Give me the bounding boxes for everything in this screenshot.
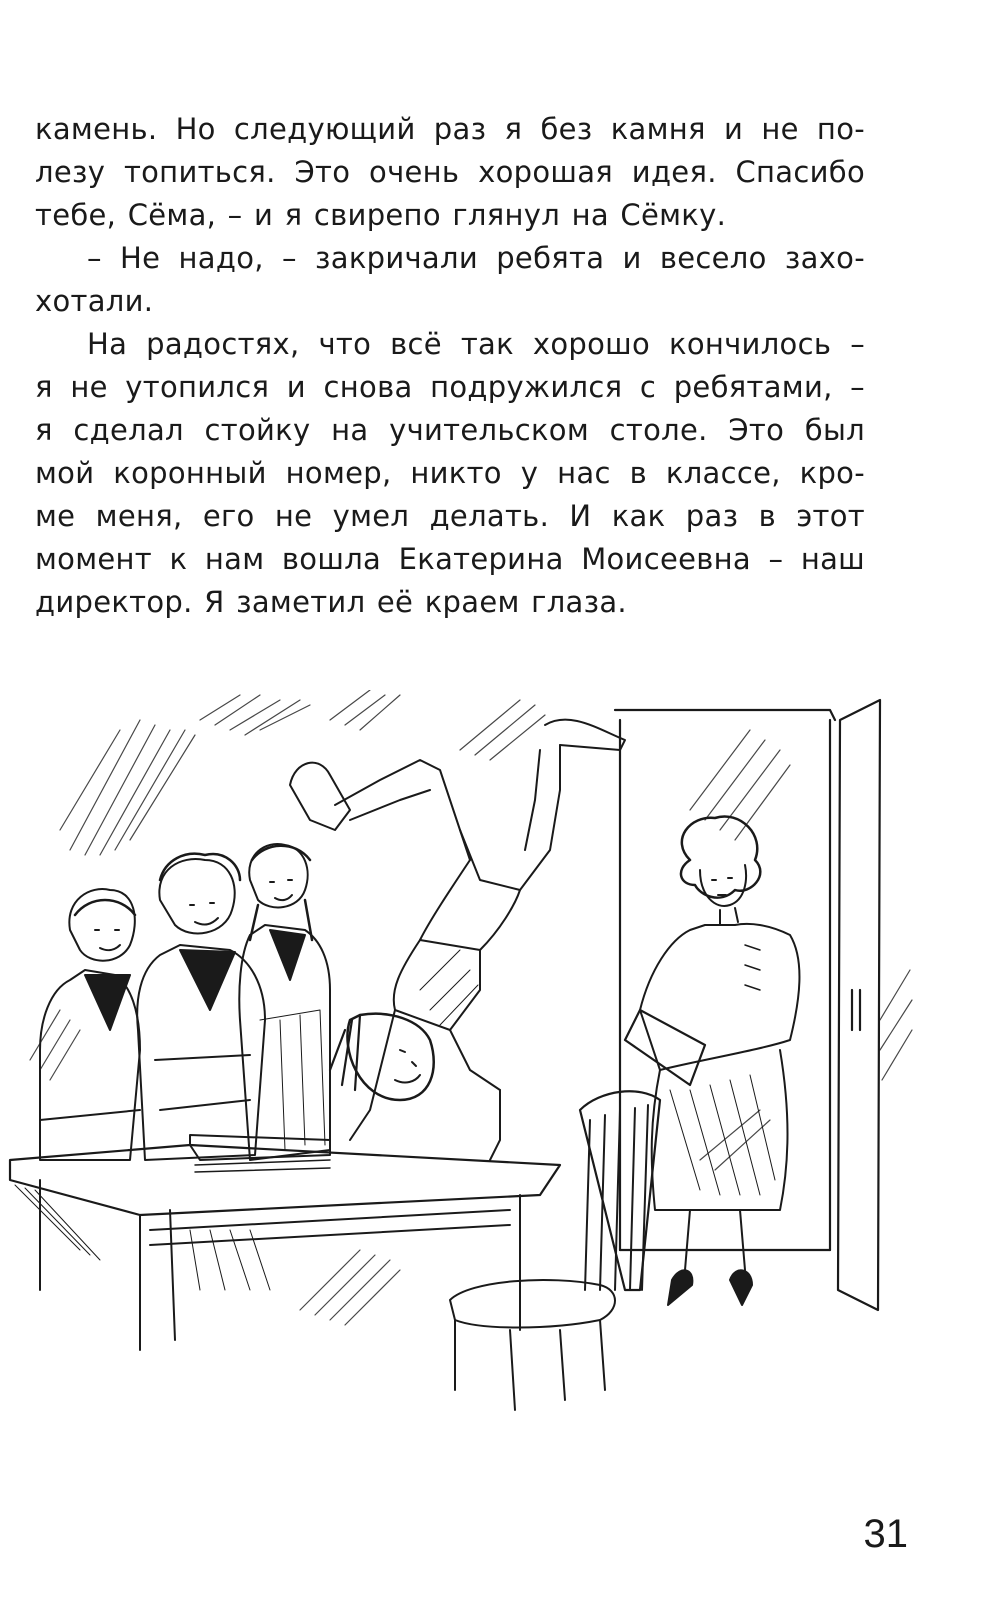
page-number: 31 [863,1512,908,1556]
body-text [35,108,865,624]
text-line: тебе, Сёма, – и я свирепо глянул на Сёмку. [35,198,727,232]
teacher-figure [625,816,799,1305]
text-line: хотали. [35,284,154,318]
text-line: – Не надо, – закричали ребята и весело захо- [87,241,865,275]
text-line: лезу топиться. Это очень хорошая идея. Спасибо [35,155,865,189]
text-line: мой коронный номер, никто у нас в классе, кро- [35,456,865,490]
text-line: директор. Я заметил её краем глаза. [35,585,627,619]
text-line: ме меня, его не умел делать. И как раз в этот [35,499,865,533]
boy-handstand [290,720,625,1160]
text-line: я сделал стойку на учительском столе. Это был [35,413,865,447]
classroom-illustration [0,690,1000,1450]
pupils-group [40,844,330,1160]
text-line: На радостях, что всё так хорошо кончилось – [87,327,865,361]
table [10,1135,560,1350]
door [615,700,880,1310]
text-line: я не утопился и снова подружился с ребятами, – [35,370,865,404]
text-line: момент к нам вошла Екатерина Моисеевна – наш [35,542,865,576]
text-line: камень. Но следующий раз я без камня и не по- [35,112,865,146]
